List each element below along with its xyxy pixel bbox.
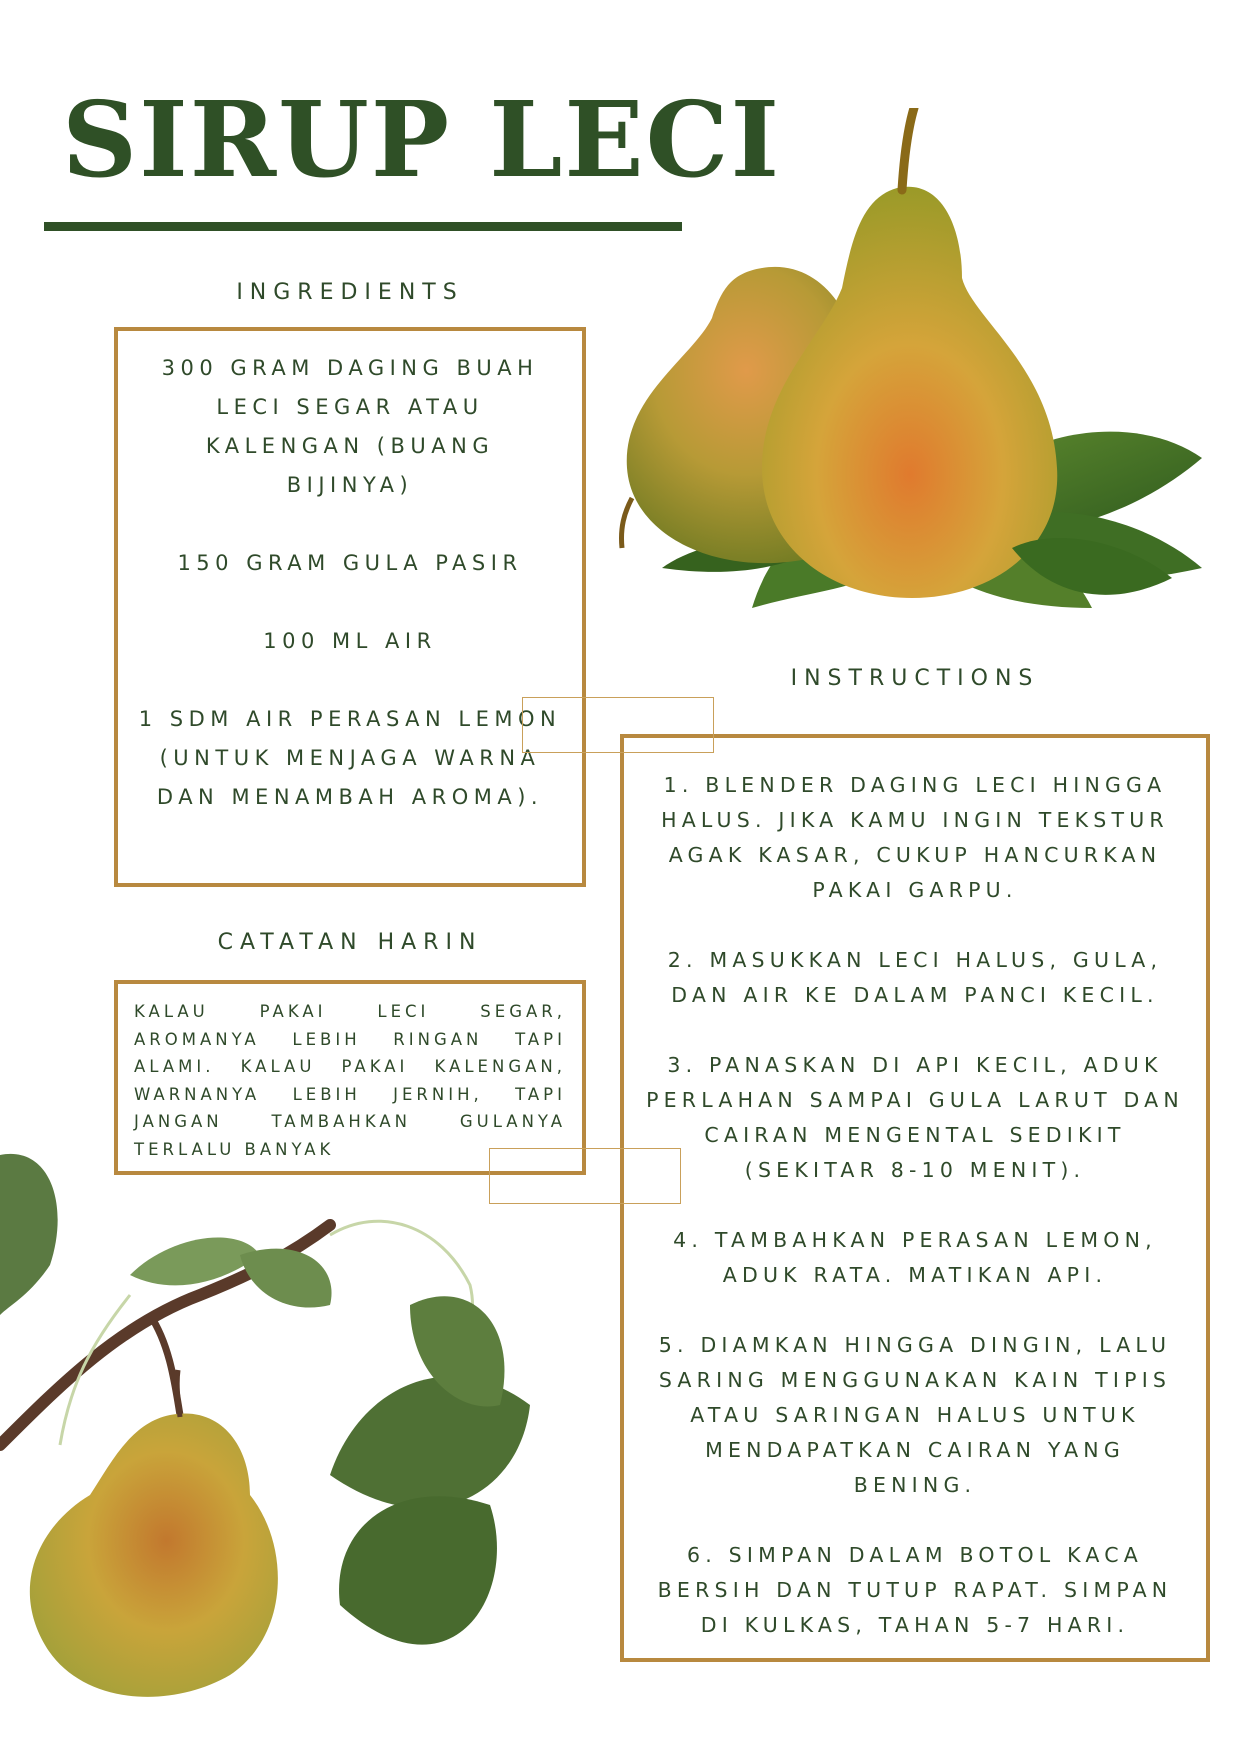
ingredient-item: 300 GRAM DAGING BUAH LECI SEGAR ATAU KALENGAN (BUANG BIJINYA) [161,356,539,497]
note-heading: CATATAN HARIN [217,930,483,955]
instructions-heading: INSTRUCTIONS [790,666,1040,691]
title-underline [44,222,682,231]
decorative-frame [522,697,714,753]
ingredient-item: 100 ML AIR [263,629,437,653]
instruction-step: 6. SIMPAN DALAM BOTOL KACA BERSIH DAN TUTUP RAPAT. SIMPAN DI KULKAS, TAHAN 5-7 HARI. [657,1543,1173,1637]
instruction-step: 1. BLENDER DAGING LECI HINGGA HALUS. JIKA KAMU INGIN TEKSTUR AGAK KASAR, CUKUP HANCURKAN PAKAI GARPU. [661,773,1169,902]
ingredients-heading: INGREDIENTS [236,280,464,305]
instruction-step: 2. MASUKKAN LECI HALUS, GULA, DAN AIR KE DALAM PANCI KECIL. [667,948,1163,1007]
instruction-step: 4. TAMBAHKAN PERASAN LEMON, ADUK RATA. MATIKAN API. [673,1228,1157,1287]
note-text: KALAU PAKAI LECI SEGAR, AROMANYA LEBIH RINGAN TAPI ALAMI. KALAU PAKAI KALENGAN, WARNANYA LEBIH JERNIH, TAPI JANGAN TAMBAHKAN GULANYA TERLALU BANYAK [134,1002,566,1159]
instructions-box [620,734,1210,1662]
page-title: SIRUP LECI [62,78,782,201]
ingredient-item: 1 SDM AIR PERASAN LEMON (UNTUK MENJAGA WARNA DAN MENAMBAH AROMA). [138,707,562,809]
ingredient-item: 150 GRAM GULA PASIR [177,551,523,575]
instruction-step: 3. PANASKAN DI API KECIL, ADUK PERLAHAN SAMPAI GULA LARUT DAN CAIRAN MENGENTAL SEDIKIT (SEKITAR 8-10 MENIT). [646,1053,1184,1182]
pears-with-leaves-illustration [612,108,1212,658]
pear-branch-illustration [0,1145,560,1748]
ingredients-box [114,327,586,887]
instruction-step: 5. DIAMKAN HINGGA DINGIN, LALU SARING MENGGUNAKAN KAIN TIPIS ATAU SARINGAN HALUS UNTUK MENDAPATKAN CAIRAN YANG BENING. [658,1333,1172,1497]
